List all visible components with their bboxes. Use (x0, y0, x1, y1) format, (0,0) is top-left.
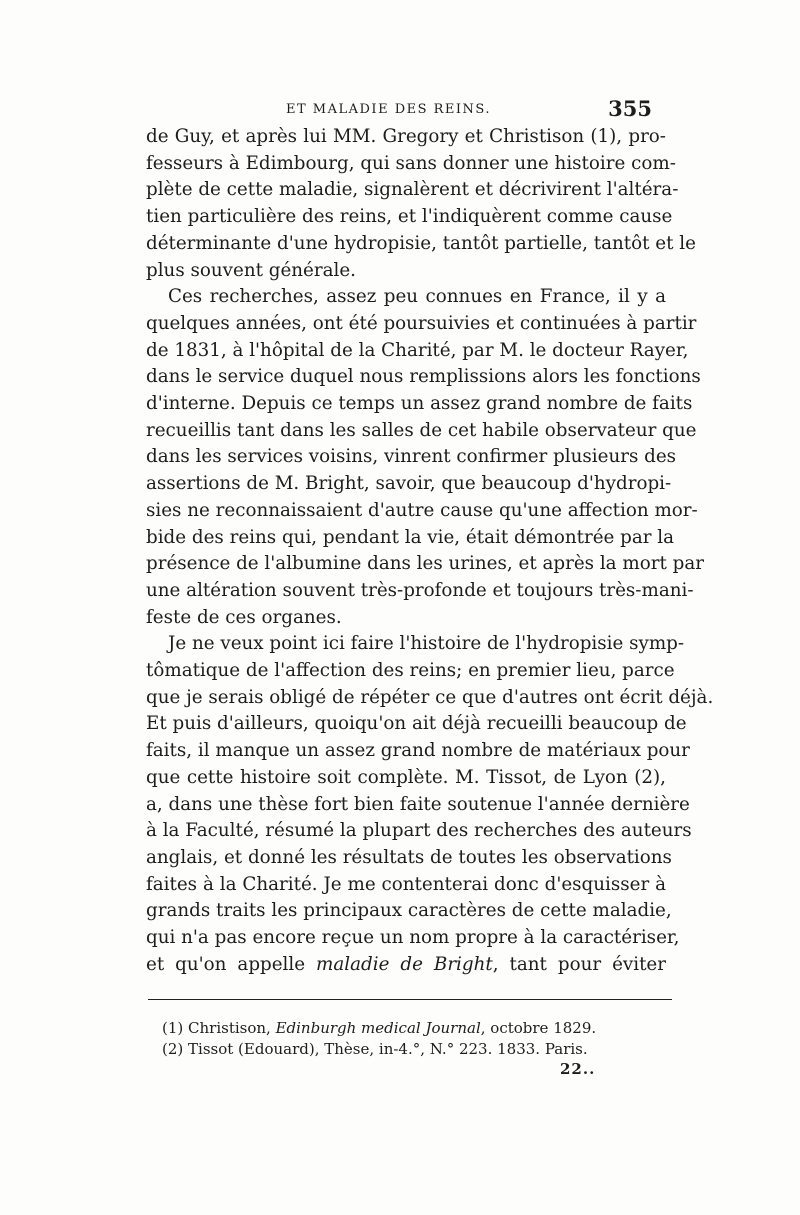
text-line: dans les services voisins, vinrent confirmer plusieurs des (146, 446, 677, 468)
paragraph-3 (146, 631, 714, 978)
text-line: déterminante d'une hydropisie, tantôt partielle, tantôt et le (146, 232, 696, 254)
text-line: plus souvent générale. (146, 259, 356, 281)
italic-term: maladie de Bright (316, 953, 493, 975)
text-line: anglais, et donné les résultats de toutes les observations (146, 846, 672, 868)
text-line: que cette histoire soit complète. M. Tissot, de Lyon (2), (146, 766, 666, 788)
running-head (146, 98, 656, 124)
text-line: Ces recherches, assez peu connues en France, il y a (168, 286, 666, 308)
text-line: de 1831, à l'hôpital de la Charité, par M. le docteur Rayer, (146, 339, 689, 361)
text-line: Et puis d'ailleurs, quoiqu'on ait déjà recueilli beaucoup de (146, 713, 687, 735)
text-line: bide des reins qui, pendant la vie, était démontrée par la (146, 526, 675, 548)
text-line: dans le service duquel nous remplissions alors les fonctions (146, 366, 701, 388)
text-line: grands traits les principaux caractères de cette maladie, (146, 900, 672, 922)
text-line: qui n'a pas encore reçue un nom propre à la caractériser, (146, 927, 680, 949)
text-line: fesseurs à Edimbourg, qui sans donner une histoire com- (146, 152, 676, 174)
paragraph-1 (146, 124, 696, 284)
text-line: a, dans une thèse fort bien faite soutenue l'année dernière (146, 793, 690, 815)
footnote-2: (2) Tissot (Edouard), Thèse, in-4.°, N.° 223. 1833. Paris. (162, 1040, 588, 1058)
footnote-text: (1) Christison, (162, 1019, 276, 1037)
text-line: une altération souvent très-profonde et toujours très-mani- (146, 579, 694, 601)
text-fragment: , tant pour éviter (492, 953, 666, 975)
text-line: plète de cette maladie, signalèrent et décrivirent l'altéra- (146, 179, 679, 201)
text-line: présence de l'albumine dans les urines, et après la mort par (146, 553, 704, 575)
running-head-title: ET MALADIE DES REINS. (286, 102, 492, 117)
text-fragment: et qu'on appelle (146, 953, 317, 975)
footnote-text: , octobre 1829. (480, 1019, 597, 1037)
paragraph-2 (146, 284, 704, 631)
footnotes (162, 1018, 622, 1060)
text-line: assertions de M. Bright, savoir, que beaucoup d'hydropi- (146, 473, 672, 495)
text-line: tien particulière des reins, et l'indiquèrent comme cause (146, 206, 673, 228)
text-line: de Guy, et après lui MM. Gregory et Christison (1), pro- (146, 126, 666, 147)
text-line: que je serais obligé de répéter ce que d'autres ont écrit déjà. (146, 686, 714, 708)
text-line: faites à la Charité. Je me contenterai donc d'esquisser à (146, 873, 666, 895)
page-number: 355 (608, 96, 652, 121)
text-line: d'interne. Depuis ce temps un assez grand nombre de faits (146, 393, 693, 415)
text-line: recueillis tant dans les salles de cet habile observateur que (146, 419, 697, 441)
text-line: quelques années, ont été poursuivies et continuées à partir (146, 312, 697, 334)
text-line: Je ne veux point ici faire l'histoire de l'hydropisie symp- (168, 633, 685, 655)
text-line: tômatique de l'affection des reins; en premier lieu, parce (146, 660, 675, 682)
printer-signature-mark: 22.. (560, 1060, 596, 1078)
footnote-journal-title: Edinburgh medical Journal (275, 1019, 481, 1037)
body-text (146, 124, 714, 979)
text-line: feste de ces organes. (146, 606, 342, 628)
text-line: à la Faculté, résumé la plupart des recherches des auteurs (146, 820, 692, 842)
text-line: faits, il manque un assez grand nombre de matériaux pour (146, 740, 690, 762)
text-line: sies ne reconnaissaient d'autre cause qu'une affection mor- (146, 499, 698, 521)
text-line-last (146, 952, 666, 979)
footnote-separator-rule (148, 999, 672, 1000)
footnote-1 (162, 1018, 622, 1039)
